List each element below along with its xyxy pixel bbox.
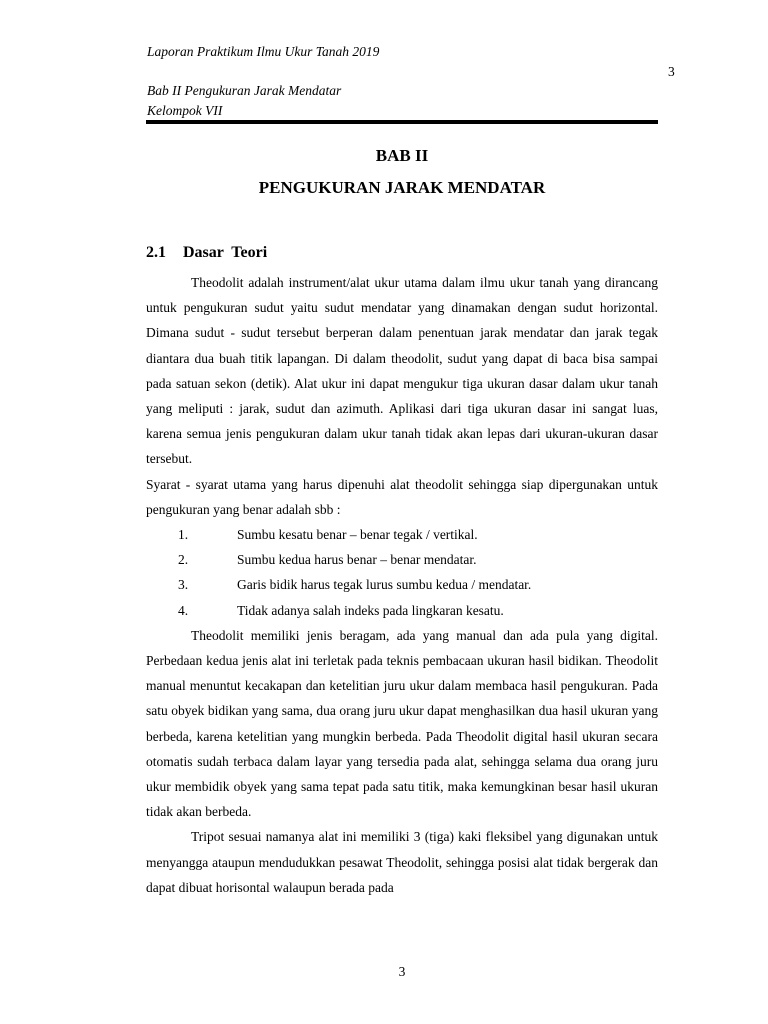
list-item-number: 2. (178, 552, 189, 568)
paragraph-tripot: Tripot sesuai namanya alat ini memiliki 3 (tiga) kaki fleksibel yang digunakan untuk menyangga ataupun mendudukkan pesawat Theodolit, sehingga posisi alat tidak bergerak dan dapat dibuat horisontal walaupun berada pada (146, 829, 658, 895)
list-item (146, 572, 658, 597)
header-report-title: Laporan Praktikum Ilmu Ukur Tanah 2019 (147, 44, 380, 59)
header-group: Kelompok VII (147, 103, 223, 118)
list-item-number: 4. (178, 602, 189, 618)
paragraph-theodolit-types: Theodolit memiliki jenis beragam, ada yang manual dan ada pula yang digital. Perbedaan kedua jenis alat ini terletak pada teknis pembacaan ukuran hasil bidikan. Theodolit manual menuntut kecakapan dan ketelitian juru ukur dalam membaca hasil pengukuran. Pada satu obyek bidikan yang sama, dua orang juru ukur dapat menghasilkan dua hasil ukuran yang berbeda, karena ketelitian yang mungkin berbeda. Pada Theodolit digital hasil ukuran secara otomatis sudah terbaca dalam layar yang tersedia pada alat, sehingga selama dua orang juru ukur membidik obyek yang sama tepat pada satu titik, maka kemungkinan besar hasil ukuran tidak akan berbeda. (146, 627, 658, 820)
chapter-label: BAB II (375, 146, 429, 165)
header-chapter: Bab II Pengukuran Jarak Mendatar (147, 83, 342, 98)
list-item (146, 598, 658, 623)
header-page-number: 3 (668, 64, 675, 79)
chapter-title: PENGUKURAN JARAK MENDATAR (258, 178, 546, 197)
list-item-text: Tidak adanya salah indeks pada lingkaran kesatu. (237, 602, 504, 618)
list-item-text: Garis bidik harus tegak lurus sumbu kedua / mendatar. (237, 577, 532, 593)
list-item-number: 3. (178, 577, 189, 593)
section-title: Dasar Teori (183, 244, 268, 261)
paragraph-requirements-intro: Syarat - syarat utama yang harus dipenuhi alat theodolit sehingga siap dipergunakan untuk pengukuran yang benar adalah sbb : (146, 476, 658, 517)
list-item-text: Sumbu kesatu benar – benar tegak / vertikal. (237, 527, 478, 543)
footer-page-number: 3 (398, 964, 406, 979)
paragraph-theodolit-intro: Theodolit adalah instrument/alat ukur utama dalam ilmu ukur tanah yang dirancang untuk pengukuran sudut yaitu sudut mendatar yang dinamakan dengan sudut horizontal. Dimana sudut - sudut tersebut berperan dalam penentuan jarak mendatar dan jarak tegak diantara dua buah titik lapangan. Di dalam theodolit, sudut yang dapat di baca bisa sampai pada satuan sekon (detik). Alat ukur ini dapat mengukur tiga ukuran dasar dalam ukur tanah yang meliputi : jarak, sudut dan azimuth. Aplikasi dari tiga ukuran dasar ini sangat luas, karena semua jenis pengukuran dalam ukur tanah tidak akan lepas dari ukuran-ukuran dasar tersebut. (146, 275, 658, 467)
list-item-number: 1. (178, 527, 189, 543)
section-number: 2.1 (146, 244, 166, 261)
body-text (146, 270, 658, 900)
list-item (146, 522, 658, 547)
list-item-text: Sumbu kedua harus benar – benar mendatar. (237, 552, 477, 568)
section-heading (146, 244, 267, 262)
list-item (146, 547, 658, 572)
requirements-list (146, 522, 658, 623)
header-divider (146, 120, 658, 124)
